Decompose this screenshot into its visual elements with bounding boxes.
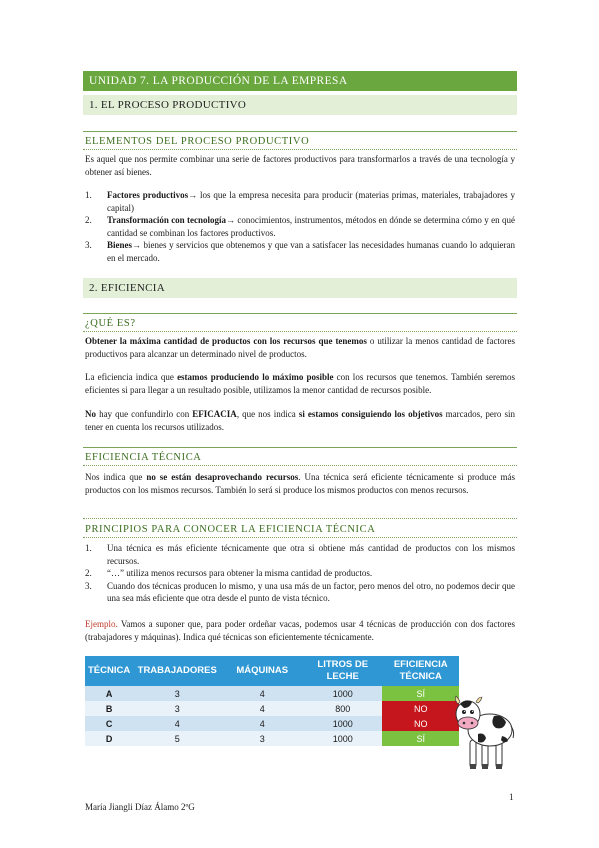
divider (83, 537, 517, 538)
table-row (85, 731, 459, 746)
divider (83, 465, 517, 466)
efficiency-cell: SÍ (382, 686, 459, 701)
principles-list (85, 542, 515, 605)
page-number: 1 (509, 792, 514, 802)
section-title-eficiencia: 2. EFICIENCIA (83, 278, 517, 298)
efficiency-cell: SÍ (382, 731, 459, 746)
section-title-proceso-productivo: 1. EL PROCESO PRODUCTIVO (83, 95, 517, 115)
divider (83, 447, 517, 448)
divider (83, 131, 517, 132)
table-cell: C (85, 716, 133, 731)
divider (83, 518, 517, 519)
example-paragraph: Ejemplo. Vamos a suponer que, para poder ordeñar vacas, podemos usar 4 técnicas de producción con dos factores (trabajadores y máquinas). Indica qué técnicas son eficientemente técnicamente. (85, 619, 515, 642)
table-cell: 5 (133, 731, 221, 746)
table-cell: 3 (133, 686, 221, 701)
table-cell: 1000 (303, 716, 382, 731)
tecnica-paragraph: Nos indica que no se están desaprovechando recursos. Una técnica será eficiente técnicamente si produce más productos con los mismos recursos. También lo será si produce los mismos productos con menos recursos. (85, 472, 515, 495)
column-header: LITROS DE LECHE (303, 656, 382, 686)
table-cell: 4 (133, 716, 221, 731)
elements-list (85, 189, 515, 264)
unit-title: UNIDAD 7. LA PRODUCCIÓN DE LA EMPRESA (83, 71, 517, 91)
arrow-icon: → (132, 240, 142, 250)
column-header: TRABAJADORES (133, 656, 221, 686)
table-cell: D (85, 731, 133, 746)
definition-paragraph: Obtener la máxima cantidad de productos con los recursos que tenemos o utilizar la menos cantidad de factores productivos para alcanzar un determinado nivel de productos. (85, 336, 515, 359)
subheading-elementos: ELEMENTOS DEL PROCESO PRODUCTIVO (85, 136, 310, 147)
column-header: TÉCNICA (85, 656, 133, 686)
table-cell: A (85, 686, 133, 701)
techniques-table (85, 656, 459, 746)
table-row (85, 686, 459, 701)
table-header-row (85, 656, 459, 686)
list-item: 3. Bienes→ bienes y servicios que obtenemos y que van a satisfacer las necesidades humanas cuando lo adquieran en el mercado. (85, 240, 515, 263)
subheading-que-es: ¿QUÉ ES? (85, 318, 136, 329)
subheading-principios: PRINCIPIOS PARA CONOCER LA EFICIENCIA TÉCNICA (85, 524, 376, 535)
table-cell: 3 (133, 701, 221, 716)
table-row (85, 716, 459, 731)
divider (83, 313, 517, 314)
table-cell: B (85, 701, 133, 716)
eficacia-paragraph: No hay que confundirlo con EFICACIA, que nos indica si estamos consiguiendo los objetivos marcados, pero sin tener en cuenta los recursos utilizados. (85, 409, 515, 432)
list-item: 3. Cuando dos técnicas producen lo mismo, y una usa más de un factor, pero menos del otro, no podemos decir que una sea más eficiente que otra desde el punto de vista técnico. (85, 580, 515, 603)
divider (83, 149, 517, 150)
efficiency-cell: NO (382, 701, 459, 716)
table-cell: 4 (221, 701, 303, 716)
arrow-icon: → (226, 215, 236, 225)
column-header: EFICIENCIA TÉCNICA (382, 656, 459, 686)
eficiencia-paragraph: La eficiencia indica que estamos produciendo lo máximo posible con los recursos que tenemos. También seremos eficientes si para llegar a un resultado posible, utilizamos la menor cantidad de recursos posible. (85, 372, 515, 395)
footer-author: María Jiangli Díaz Álamo 2ºG (85, 802, 195, 812)
subheading-eficiencia-tecnica: EFICIENCIA TÉCNICA (85, 452, 202, 463)
table-cell: 4 (221, 686, 303, 701)
column-header: MÁQUINAS (221, 656, 303, 686)
list-item: 1. Una técnica es más eficiente técnicamente que otra si obtiene más cantidad de productos con los mismos recursos. (85, 543, 515, 566)
table-cell: 1000 (303, 731, 382, 746)
table-cell: 1000 (303, 686, 382, 701)
table-row (85, 701, 459, 716)
cow-illustration (454, 690, 516, 774)
divider (83, 331, 517, 332)
table-cell: 3 (221, 731, 303, 746)
efficiency-cell: NO (382, 716, 459, 731)
intro-paragraph: Es aquel que nos permite combinar una serie de factores productivos para transformarlos a través de una tecnología y obtener así bienes. (85, 154, 515, 177)
list-item: 1. Factores productivos→ los que la empresa necesita para producir (materias primas, materiales, trabajadores y capital) (85, 190, 515, 213)
list-item: 2. “…” utiliza menos recursos para obtener la misma cantidad de productos. (85, 568, 373, 578)
arrow-icon: → (188, 190, 198, 200)
table-cell: 4 (221, 716, 303, 731)
list-item: 2. Transformación con tecnología→ conocimientos, instrumentos, métodos en dónde se determina cómo y en qué cantidad se combinan los factores productivos. (85, 215, 515, 238)
table-cell: 800 (303, 701, 382, 716)
